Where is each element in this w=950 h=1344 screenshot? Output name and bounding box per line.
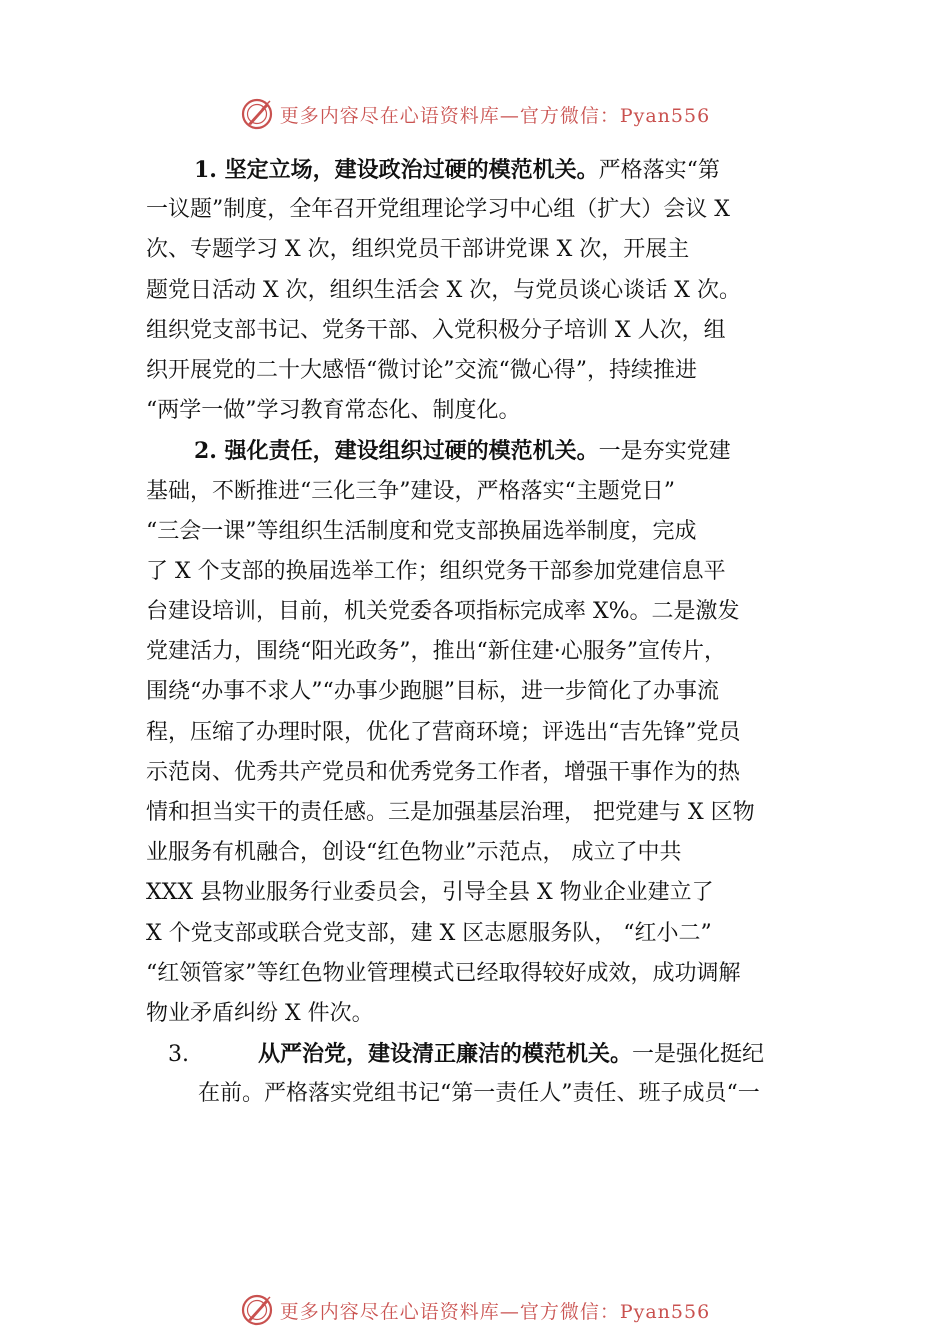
paragraph-line: XXX 县物业服务行业委员会，引导全县 X 物业企业建立了 [146,880,714,906]
paragraph-line: 物业矛盾纠纷 X 件次。 [146,1000,374,1026]
paragraph-line: 次、专题学习 X 次，组织党员干部讲党课 X 次，开展主 [146,237,690,263]
document-body [146,150,846,1115]
paragraph-line: 台建设培训，目前，机关党委各项指标完成率 X%。二是激发 [146,599,740,625]
paragraph-line: 组织党支部书记、党务干部、入党积极分子培训 X 人次，组 [146,317,726,343]
paragraph-line: 1. 坚定立场，建设政治过硬的模范机关。严格落实“第 [194,157,720,183]
watermark-banner-bottom [0,1290,950,1330]
section-heading: 从严治党，建设清正廉洁的模范机关。 [258,1041,633,1068]
paragraph-line: 党建活力，围绕“阳光政务”，推出“新住建·心服务”宣传片， [146,639,726,665]
paragraph-line: 情和担当实干的责任感。三是加强基层治理， 把党建与 X 区物 [146,800,755,825]
paragraph-line: 3. 从严治党，建设清正廉洁的模范机关。一是强化挺纪 [146,1034,846,1074]
paragraph-line: 题党日活动 X 次，组织生活会 X 次，与党员谈心谈话 X 次。 [146,277,741,303]
paragraph-line: “两学一做”学习教育常态化、制度化。 [146,398,521,424]
section-3 [146,1034,846,1114]
paragraph-line: 了 X 个支部的换届选举工作；组织党务干部参加党建信息平 [146,558,726,584]
quill-seal-icon [240,97,274,131]
paragraph-line: 业服务有机融合，创设“红色物业”示范点， 成立了中共 [146,840,682,866]
quill-seal-icon [240,1293,274,1327]
paragraph-line: 围绕“办事不求人”“办事少跑腿”目标，进一步简化了办事流 [146,679,719,705]
paragraph-line: 示范岗、优秀共产党员和优秀党务工作者，增强干事作为的热 [146,759,741,785]
paragraph-line: 在前。严格落实党组书记“第一责任人”责任、班子成员“一 [198,1081,760,1107]
section-2 [146,431,846,1034]
paragraph-line: “红领管家”等红色物业管理模式已经取得较好成效，成功调解 [146,960,741,986]
section-heading: 1. 坚定立场，建设政治过硬的模范机关。 [194,157,599,183]
watermark-text: 更多内容尽在心语资料库—官方微信：Pyan556 [279,104,711,127]
section-number: 3. [168,1042,189,1068]
paragraph-line: 基础，不断推进“三化三争”建设，严格落实“主题党日” [146,478,675,504]
section-heading: 2. 强化责任，建设组织过硬的模范机关。 [194,438,599,465]
watermark-banner-top [0,94,950,134]
section-1 [146,150,846,431]
paragraph-line: 2. 强化责任，建设组织过硬的模范机关。一是夯实党建 [194,438,731,465]
paragraph-line: X 个党支部或联合党支部，建 X 区志愿服务队， “红小二” [146,920,712,946]
paragraph-line: 一议题”制度，全年召开党组理论学习中心组（扩大）会议 X [146,197,730,223]
paragraph-line: “三会一课”等组织生活制度和党支部换届选举制度，完成 [146,518,697,544]
watermark-text: 更多内容尽在心语资料库—官方微信：Pyan556 [279,1300,711,1323]
paragraph-line: 织开展党的二十大感悟“微讨论”交流“微心得”，持续推进 [146,357,697,383]
paragraph-line: 程，压缩了办理时限，优化了营商环境；评选出“吉先锋”党员 [146,719,741,745]
